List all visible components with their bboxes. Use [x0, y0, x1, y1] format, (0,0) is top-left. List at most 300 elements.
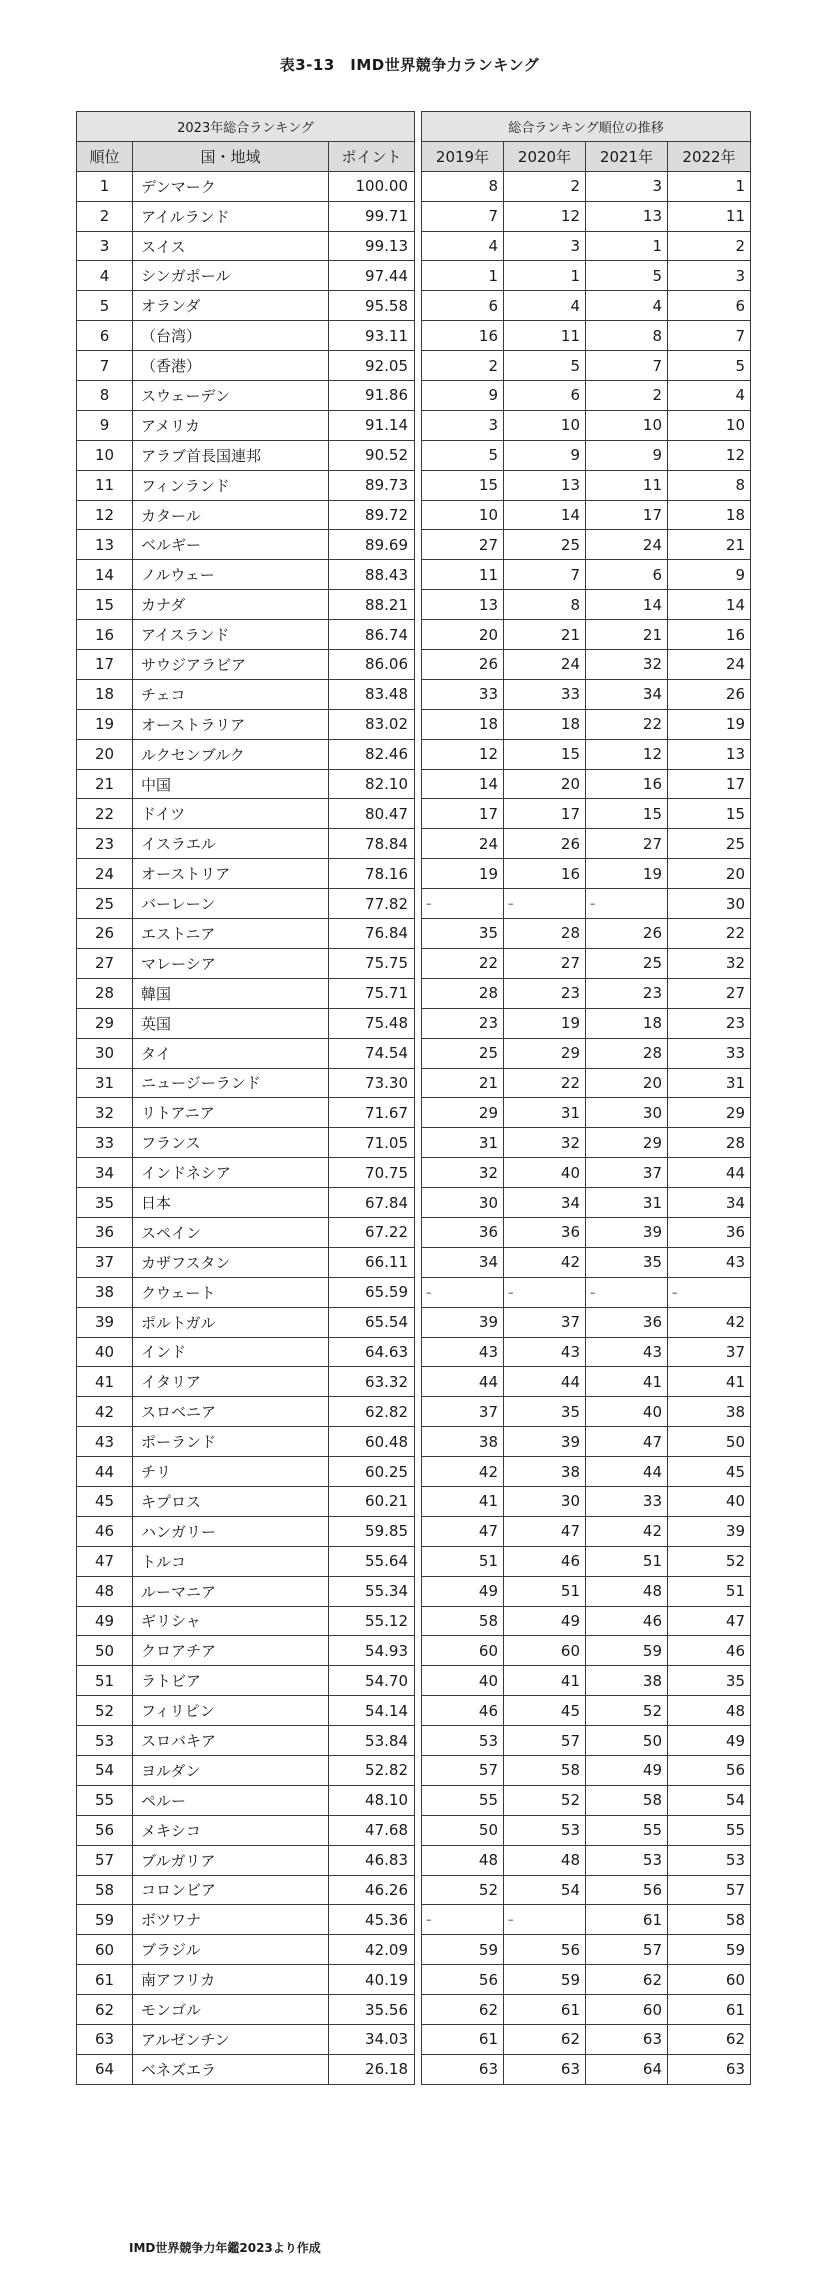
table-row — [77, 1098, 415, 1128]
country-cell: 南アフリカ — [133, 1965, 329, 1995]
points-cell: 80.47 — [329, 799, 415, 829]
table-row — [77, 1038, 415, 1068]
table-row — [422, 1277, 751, 1307]
rank-cell: 18 — [77, 679, 133, 709]
country-cell: フィンランド — [133, 470, 329, 500]
table-row — [77, 1486, 415, 1516]
points-cell: 45.36 — [329, 1905, 415, 1935]
table-row — [422, 739, 751, 769]
table-row — [77, 291, 415, 321]
points-cell: 93.11 — [329, 321, 415, 351]
points-cell: 26.18 — [329, 2054, 415, 2084]
table-row — [422, 1337, 751, 1367]
history-cell: 30 — [422, 1188, 504, 1218]
history-cell: 28 — [668, 1128, 751, 1158]
rank-cell: 11 — [77, 470, 133, 500]
history-cell: 3 — [668, 261, 751, 291]
rank-cell: 10 — [77, 440, 133, 470]
table-row — [77, 1785, 415, 1815]
rank-cell: 30 — [77, 1038, 133, 1068]
history-cell: 20 — [586, 1068, 668, 1098]
country-cell: マレーシア — [133, 948, 329, 978]
history-cell: 11 — [504, 321, 586, 351]
country-cell: アルゼンチン — [133, 2025, 329, 2055]
history-cell: 16 — [422, 321, 504, 351]
table-row — [422, 919, 751, 949]
rank-cell: 26 — [77, 919, 133, 949]
table-row — [422, 500, 751, 530]
history-cell: 1 — [422, 261, 504, 291]
history-cell: 31 — [504, 1098, 586, 1128]
history-cell: 37 — [422, 1397, 504, 1427]
history-cell: 3 — [504, 231, 586, 261]
history-cell: 56 — [504, 1935, 586, 1965]
history-cell: 19 — [586, 859, 668, 889]
country-cell: ブルガリア — [133, 1845, 329, 1875]
rank-cell: 15 — [77, 590, 133, 620]
history-cell: 32 — [586, 650, 668, 680]
header-points: ポイント — [329, 141, 415, 171]
history-cell: 61 — [668, 1995, 751, 2025]
table-row — [422, 829, 751, 859]
table-row — [422, 1307, 751, 1337]
history-cell: 34 — [504, 1188, 586, 1218]
history-cell: 36 — [586, 1307, 668, 1337]
table-row — [77, 351, 415, 381]
history-cell: 32 — [504, 1128, 586, 1158]
table-row — [77, 679, 415, 709]
table-row — [422, 948, 751, 978]
country-cell: 中国 — [133, 769, 329, 799]
points-cell: 67.22 — [329, 1217, 415, 1247]
header-country: 国・地域 — [133, 141, 329, 171]
table-row — [422, 1546, 751, 1576]
history-cell: 46 — [504, 1546, 586, 1576]
country-cell: ボツワナ — [133, 1905, 329, 1935]
rank-cell: 25 — [77, 889, 133, 919]
rank-cell: 47 — [77, 1546, 133, 1576]
rank-cell: 33 — [77, 1128, 133, 1158]
country-cell: スイス — [133, 231, 329, 261]
points-cell: 91.14 — [329, 410, 415, 440]
history-cell: 10 — [586, 410, 668, 440]
table-row — [422, 1606, 751, 1636]
table-row — [422, 1008, 751, 1038]
history-cell: 2 — [422, 351, 504, 381]
rank-cell: 8 — [77, 381, 133, 411]
country-cell: （台湾） — [133, 321, 329, 351]
table-row — [422, 1815, 751, 1845]
rank-cell: 22 — [77, 799, 133, 829]
history-cell: – — [422, 1277, 504, 1307]
table-row — [77, 978, 415, 1008]
history-cell: 19 — [668, 709, 751, 739]
history-cell: 22 — [668, 919, 751, 949]
history-cell: 56 — [668, 1755, 751, 1785]
points-cell: 47.68 — [329, 1815, 415, 1845]
history-cell: 42 — [668, 1307, 751, 1337]
table-row — [77, 948, 415, 978]
history-cell: 49 — [504, 1606, 586, 1636]
country-cell: インド — [133, 1337, 329, 1367]
points-cell: 46.26 — [329, 1875, 415, 1905]
table-row — [77, 919, 415, 949]
country-cell: フィリピン — [133, 1696, 329, 1726]
history-cell: 18 — [668, 500, 751, 530]
history-cell: 33 — [586, 1486, 668, 1516]
table-row — [77, 1128, 415, 1158]
table-row — [422, 1995, 751, 2025]
history-cell: 42 — [586, 1516, 668, 1546]
table-row — [422, 1457, 751, 1487]
country-cell: カザフスタン — [133, 1247, 329, 1277]
table-row — [422, 769, 751, 799]
history-cell: 19 — [422, 859, 504, 889]
rank-cell: 40 — [77, 1337, 133, 1367]
history-cell: 43 — [504, 1337, 586, 1367]
history-cell: 10 — [422, 500, 504, 530]
history-cell: 12 — [586, 739, 668, 769]
table-row — [77, 650, 415, 680]
points-cell: 70.75 — [329, 1158, 415, 1188]
history-cell: 41 — [422, 1486, 504, 1516]
history-cell: 17 — [422, 799, 504, 829]
table-row — [422, 1516, 751, 1546]
points-cell: 40.19 — [329, 1965, 415, 1995]
table-row — [77, 171, 415, 201]
points-cell: 88.21 — [329, 590, 415, 620]
history-cell: 57 — [668, 1875, 751, 1905]
history-cell: 58 — [668, 1905, 751, 1935]
points-cell: 59.85 — [329, 1516, 415, 1546]
rank-cell: 5 — [77, 291, 133, 321]
history-cell: 48 — [586, 1576, 668, 1606]
points-cell: 34.03 — [329, 2025, 415, 2055]
rank-cell: 62 — [77, 1995, 133, 2025]
table-row — [422, 1845, 751, 1875]
history-cell: 25 — [586, 948, 668, 978]
country-cell: オーストリア — [133, 859, 329, 889]
history-cell: 24 — [504, 650, 586, 680]
history-cell: 51 — [668, 1576, 751, 1606]
history-cell: 2 — [504, 171, 586, 201]
history-cell: 44 — [422, 1367, 504, 1397]
table-row — [422, 1905, 751, 1935]
history-cell: 34 — [422, 1247, 504, 1277]
table-row — [422, 1397, 751, 1427]
history-cell: 6 — [504, 381, 586, 411]
history-cell: 17 — [586, 500, 668, 530]
rank-cell: 59 — [77, 1905, 133, 1935]
history-cell: 1 — [504, 261, 586, 291]
table-row — [77, 799, 415, 829]
rank-cell: 35 — [77, 1188, 133, 1218]
history-cell: 51 — [504, 1576, 586, 1606]
history-cell: 43 — [422, 1337, 504, 1367]
points-cell: 86.06 — [329, 650, 415, 680]
rank-cell: 63 — [77, 2025, 133, 2055]
country-cell: オランダ — [133, 291, 329, 321]
history-cell: 18 — [422, 709, 504, 739]
table-row — [77, 321, 415, 351]
history-cell: 32 — [668, 948, 751, 978]
table-row — [422, 351, 751, 381]
history-cell: 11 — [668, 201, 751, 231]
rank-cell: 37 — [77, 1247, 133, 1277]
history-cell: 15 — [668, 799, 751, 829]
history-cell: 44 — [504, 1367, 586, 1397]
points-cell: 89.72 — [329, 500, 415, 530]
table-row — [77, 1516, 415, 1546]
history-cell: 44 — [668, 1158, 751, 1188]
history-cell: – — [422, 889, 504, 919]
history-cell: 4 — [586, 291, 668, 321]
history-cell: 61 — [586, 1905, 668, 1935]
history-cell: 38 — [668, 1397, 751, 1427]
points-cell: 75.48 — [329, 1008, 415, 1038]
country-cell: ヨルダン — [133, 1755, 329, 1785]
history-cell: 34 — [668, 1188, 751, 1218]
history-cell: 14 — [586, 590, 668, 620]
history-cell: 55 — [586, 1815, 668, 1845]
table-title: 表3-13 IMD世界競争力ランキング — [279, 56, 540, 74]
history-cell: 9 — [668, 560, 751, 590]
points-cell: 74.54 — [329, 1038, 415, 1068]
history-cell: 23 — [422, 1008, 504, 1038]
history-cell: 25 — [668, 829, 751, 859]
history-cell: 38 — [504, 1457, 586, 1487]
country-cell: インドネシア — [133, 1158, 329, 1188]
table-row — [422, 231, 751, 261]
table-row — [77, 201, 415, 231]
history-cell: 2 — [668, 231, 751, 261]
history-cell: 6 — [586, 560, 668, 590]
history-cell: 10 — [504, 410, 586, 440]
history-cell: 13 — [668, 739, 751, 769]
history-cell: 39 — [668, 1516, 751, 1546]
table-row — [77, 1905, 415, 1935]
history-cell: 6 — [668, 291, 751, 321]
country-cell: エストニア — [133, 919, 329, 949]
ranking-history-body — [422, 171, 751, 2084]
table-row — [422, 1158, 751, 1188]
table-row — [77, 1965, 415, 1995]
history-cell: 59 — [422, 1935, 504, 1965]
rank-cell: 64 — [77, 2054, 133, 2084]
history-cell: 18 — [586, 1008, 668, 1038]
history-cell: 43 — [586, 1337, 668, 1367]
table-row — [422, 1935, 751, 1965]
rank-cell: 13 — [77, 530, 133, 560]
history-cell: 12 — [504, 201, 586, 231]
history-cell: 29 — [422, 1098, 504, 1128]
history-cell: 61 — [504, 1995, 586, 2025]
points-cell: 76.84 — [329, 919, 415, 949]
points-cell: 53.84 — [329, 1726, 415, 1756]
history-cell: 9 — [504, 440, 586, 470]
table-row — [422, 1576, 751, 1606]
rank-cell: 61 — [77, 1965, 133, 1995]
country-cell: ベネズエラ — [133, 2054, 329, 2084]
rank-cell: 51 — [77, 1666, 133, 1696]
history-cell: 17 — [504, 799, 586, 829]
table-row — [77, 739, 415, 769]
history-cell: 35 — [422, 919, 504, 949]
table-row — [77, 1726, 415, 1756]
history-cell: 13 — [586, 201, 668, 231]
table-row — [77, 1815, 415, 1845]
points-cell: 100.00 — [329, 171, 415, 201]
points-cell: 65.54 — [329, 1307, 415, 1337]
country-cell: ポルトガル — [133, 1307, 329, 1337]
points-cell: 92.05 — [329, 351, 415, 381]
points-cell: 60.21 — [329, 1486, 415, 1516]
table-row — [77, 1995, 415, 2025]
history-cell: 10 — [668, 410, 751, 440]
history-cell: 39 — [504, 1427, 586, 1457]
history-cell: 60 — [422, 1636, 504, 1666]
table-row — [422, 2054, 751, 2084]
history-cell: 57 — [422, 1755, 504, 1785]
history-cell: 16 — [668, 620, 751, 650]
rank-cell: 16 — [77, 620, 133, 650]
points-cell: 99.13 — [329, 231, 415, 261]
country-cell: コロンビア — [133, 1875, 329, 1905]
table-row — [77, 1427, 415, 1457]
table-row — [77, 1277, 415, 1307]
history-cell: 8 — [422, 171, 504, 201]
history-cell: – — [668, 1277, 751, 1307]
table-row — [77, 1337, 415, 1367]
rank-cell: 58 — [77, 1875, 133, 1905]
rank-cell: 2 — [77, 201, 133, 231]
points-cell: 55.12 — [329, 1606, 415, 1636]
history-cell: 24 — [668, 650, 751, 680]
country-cell: トルコ — [133, 1546, 329, 1576]
history-cell: 59 — [586, 1636, 668, 1666]
country-cell: カタール — [133, 500, 329, 530]
history-cell: – — [586, 1277, 668, 1307]
history-cell: 29 — [668, 1098, 751, 1128]
history-cell: 56 — [586, 1875, 668, 1905]
history-cell: 7 — [668, 321, 751, 351]
points-cell: 55.64 — [329, 1546, 415, 1576]
table-row — [77, 1755, 415, 1785]
rank-cell: 31 — [77, 1068, 133, 1098]
history-cell: 28 — [504, 919, 586, 949]
table-row — [77, 1367, 415, 1397]
history-cell: 20 — [504, 769, 586, 799]
history-cell: 1 — [668, 171, 751, 201]
points-cell: 67.84 — [329, 1188, 415, 1218]
history-cell: 53 — [504, 1815, 586, 1845]
table-row — [422, 470, 751, 500]
points-cell: 75.75 — [329, 948, 415, 978]
history-cell: 51 — [422, 1546, 504, 1576]
points-cell: 97.44 — [329, 261, 415, 291]
history-cell: 16 — [586, 769, 668, 799]
table-row — [422, 1965, 751, 1995]
table-row — [77, 1935, 415, 1965]
rank-cell: 42 — [77, 1397, 133, 1427]
history-cell: 14 — [668, 590, 751, 620]
history-cell: 36 — [668, 1217, 751, 1247]
rank-cell: 49 — [77, 1606, 133, 1636]
table-row — [422, 1785, 751, 1815]
points-cell: 71.05 — [329, 1128, 415, 1158]
table-row — [422, 1486, 751, 1516]
history-cell: 25 — [422, 1038, 504, 1068]
history-cell: 62 — [586, 1965, 668, 1995]
rank-cell: 3 — [77, 231, 133, 261]
table-row — [77, 620, 415, 650]
table-row — [77, 2054, 415, 2084]
history-cell: 26 — [668, 679, 751, 709]
points-cell: 54.14 — [329, 1696, 415, 1726]
history-cell: 58 — [586, 1785, 668, 1815]
history-cell: 24 — [586, 530, 668, 560]
history-cell: 62 — [668, 2025, 751, 2055]
history-cell: 36 — [422, 1217, 504, 1247]
table-row — [77, 1666, 415, 1696]
points-cell: 60.48 — [329, 1427, 415, 1457]
points-cell: 60.25 — [329, 1457, 415, 1487]
country-cell: チェコ — [133, 679, 329, 709]
rank-cell: 55 — [77, 1785, 133, 1815]
country-cell: アイスランド — [133, 620, 329, 650]
history-cell: 5 — [504, 351, 586, 381]
points-cell: 77.82 — [329, 889, 415, 919]
history-cell: 46 — [422, 1696, 504, 1726]
points-cell: 91.86 — [329, 381, 415, 411]
table-row — [422, 590, 751, 620]
table-row — [77, 1158, 415, 1188]
history-cell: 2 — [586, 381, 668, 411]
history-cell: 28 — [586, 1038, 668, 1068]
table-row — [77, 560, 415, 590]
table-row — [422, 410, 751, 440]
history-cell: 53 — [586, 1845, 668, 1875]
history-cell: 18 — [504, 709, 586, 739]
history-cell: 17 — [668, 769, 751, 799]
history-cell: 40 — [586, 1397, 668, 1427]
history-cell: 26 — [586, 919, 668, 949]
right-group-header: 総合ランキング順位の推移 — [422, 112, 751, 142]
country-cell: フランス — [133, 1128, 329, 1158]
history-cell: 46 — [586, 1606, 668, 1636]
history-cell: 14 — [504, 500, 586, 530]
rank-cell: 23 — [77, 829, 133, 859]
history-cell: – — [586, 889, 668, 919]
country-cell: アイルランド — [133, 201, 329, 231]
rank-cell: 41 — [77, 1367, 133, 1397]
points-cell: 95.58 — [329, 291, 415, 321]
table-row — [422, 291, 751, 321]
history-cell: 40 — [422, 1666, 504, 1696]
history-cell: 47 — [586, 1427, 668, 1457]
history-cell: 31 — [668, 1068, 751, 1098]
rank-cell: 34 — [77, 1158, 133, 1188]
rank-cell: 29 — [77, 1008, 133, 1038]
ranking-2023-body — [77, 171, 415, 2084]
history-cell: 47 — [668, 1606, 751, 1636]
history-cell: 41 — [586, 1367, 668, 1397]
points-cell: 52.82 — [329, 1755, 415, 1785]
table-row — [422, 440, 751, 470]
table-row — [77, 769, 415, 799]
history-cell: 27 — [586, 829, 668, 859]
table-row — [422, 1217, 751, 1247]
